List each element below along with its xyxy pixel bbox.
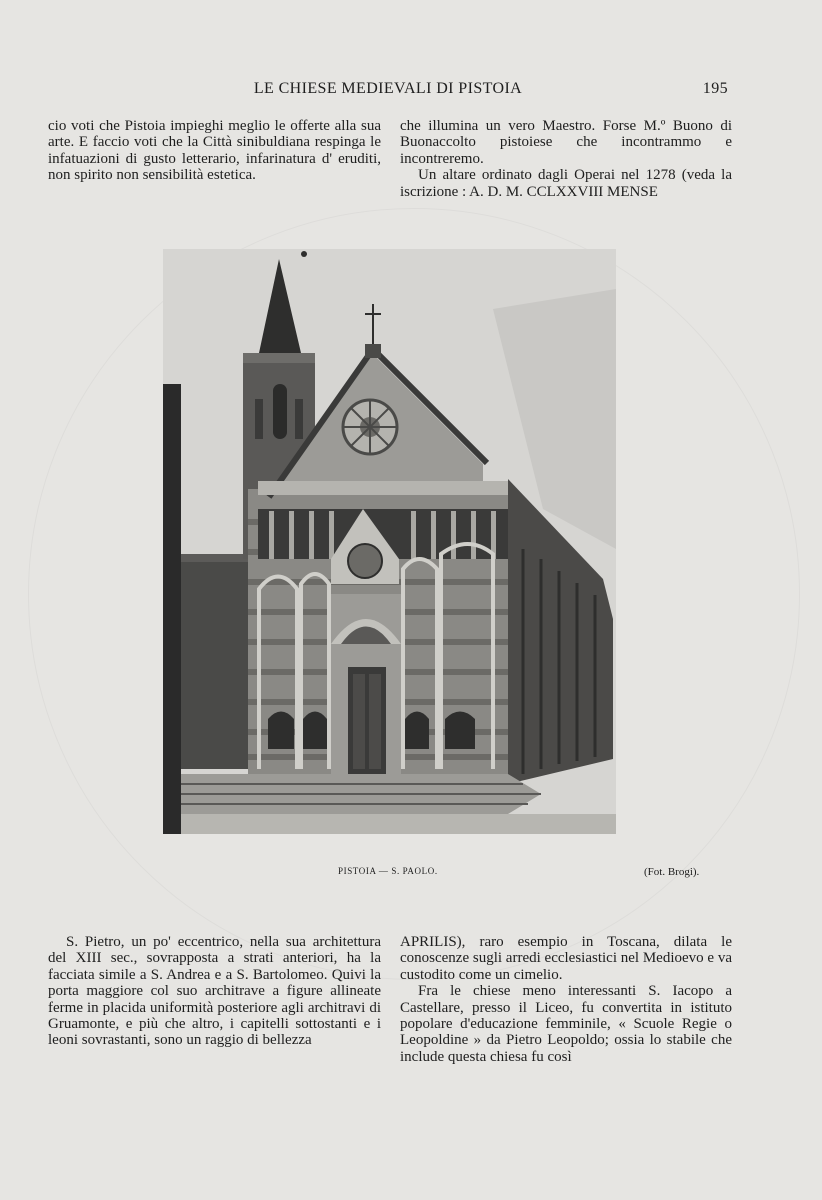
header-title: LE CHIESE MEDIEVALI DI PISTOIA	[253, 80, 523, 97]
church-photograph	[163, 249, 616, 834]
top-right-column	[400, 118, 732, 200]
running-header	[48, 80, 728, 102]
paragraph: che illumina un vero Maestro. Forse M.º Buono di Buonaccolto pistoiese che incontrammo e incontreremo.	[400, 118, 732, 167]
bottom-right-column	[400, 934, 732, 1065]
page-number: 195	[702, 80, 728, 97]
photo-credit: (Fot. Brogi).	[644, 866, 700, 878]
paragraph: Un altare ordinato dagli Operai nel 1278 (veda la iscrizione : A. D. M. CCLXXVIII MENSE	[400, 167, 732, 200]
paragraph: cio voti che Pistoia impieghi meglio le offerte alla sua arte. E faccio voti che la Città sinibuldiana respinga le infatuazioni di gusto letterario, infarinatura d' eruditi, non spirito non sensibilità estetica.	[48, 118, 381, 184]
paragraph: Fra le chiese meno interessanti S. Iacopo a Castellare, presso il Liceo, fu convertita in istituto popolare d'educazione femminile, « Scuole Regie o Leopoldine » da Pietro Leopoldo; ossia lo stabile che include questa chiesa fu così	[400, 983, 732, 1065]
church-facade-illustration	[163, 249, 616, 834]
figure-caption: PISTOIA — S. PAOLO.	[338, 866, 438, 876]
paragraph: APRILIS), raro esempio in Toscana, dilata le conoscenze sugli arredi ecclesiastici nel Medioevo e va custodito come un cimelio.	[400, 934, 732, 983]
paragraph: S. Pietro, un po' eccentrico, nella sua architettura del XIII sec., sovrapposta a strati anteriori, ha la facciata simile a S. Andrea e a S. Bartolomeo. Quivi la porta maggiore col suo architrave a figure allineate ferme in placida uniformità posteriore agli architravi di Gruamonte, e più che altro, i capitelli sottostanti e i leoni sovrastanti, sono un raggio di bellezza	[48, 934, 381, 1049]
top-left-column	[48, 118, 381, 184]
bottom-left-column	[48, 934, 381, 1049]
